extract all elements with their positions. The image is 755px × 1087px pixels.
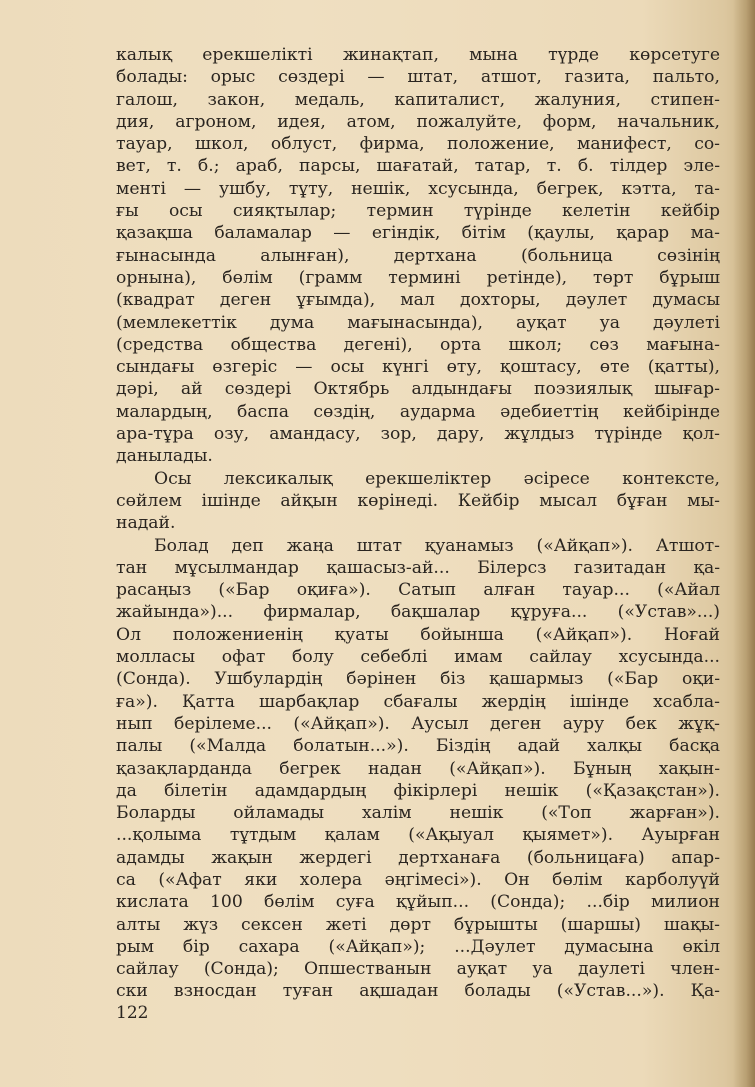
text-line: дәрі, ай сөздері Октябрь алдындағы поэзиялық шығар-: [116, 379, 720, 400]
text-line: адамды жақын жердегі дертханаға (больницаға) апар-: [116, 847, 720, 868]
text-line: менті — ушбу, тұту, нешік, хсусында, бегрек, кэтта, та-: [116, 178, 720, 199]
text-line: данылады.: [116, 446, 213, 467]
text-line: болады: орыс сөздері — штат, атшот, газита, пальто,: [116, 67, 720, 88]
text-line: молласы офат болу себеблі имам сайлау хсусында...: [116, 647, 720, 668]
text-line: палы («Малда болатын...»). Біздің адай халқы басқа: [116, 736, 720, 757]
text-line: алты жүз сексен жеті дөрт бұрышты (шаршы) шақы-: [116, 914, 720, 935]
text-line: ара-тұра озу, амандасу, зор, дару, жұлдыз түрінде қол-: [116, 424, 720, 445]
text-line: (средства общества дегені), орта школ; сөз мағына-: [116, 334, 720, 355]
text-line: сайлау (Сонда); Опшестванын ауқат уа даулеті член-: [116, 959, 720, 980]
text-line: галош, закон, медаль, капиталист, жалуния, стипен-: [116, 89, 720, 110]
text-line: сындағы өзгеріс — осы күнгі өту, қоштасу, өте (қатты),: [116, 357, 720, 378]
text-line: жайында»)... фирмалар, бақшалар құруға... («Устав»...): [116, 602, 720, 623]
text-line: (мемлекеттік дума мағынасында), ауқат уа дәулеті: [116, 312, 720, 333]
text-line: нып берілеме... («Айқап»). Аусыл деген ауру бек жұқ-: [116, 713, 720, 734]
text-line: ға»). Қатта шарбақлар сбағалы жердің ішінде хсабла-: [116, 691, 720, 712]
text-line: са («Афат яки холера әңгімесі»). Он бөлім карболуүй: [116, 869, 720, 890]
text-line: Болад деп жаңа штат қуанамыз («Айқап»). Атшот-: [154, 535, 720, 556]
text-line: тан мұсылмандар қашасыз-ай... Білерсз газитадан қа-: [116, 557, 720, 578]
text-line: ғы осы сияқтылар; термин түрінде келетін кейбір: [116, 201, 720, 222]
text-line: сөйлем ішінде айқын көрінеді. Кейбір мысал бұған мы-: [116, 490, 720, 511]
page-number: 122: [116, 1003, 149, 1023]
text-line: да білетін адамдардың фікірлері нешік («Қазақстан»).: [116, 780, 720, 801]
text-line: қазақша баламалар — егіндік, бітім (қаулы, қарар ма-: [116, 223, 720, 244]
text-line: орнына), бөлім (грамм термині ретінде), төрт бұрыш: [116, 267, 720, 288]
text-line: Боларды ойламады халім нешік («Топ жарған»).: [116, 803, 720, 824]
text-line: тауар, школ, облуст, фирма, положение, манифест, со-: [116, 134, 720, 155]
text-line: дия, агроном, идея, атом, пожалуйте, форм, начальник,: [116, 111, 720, 132]
text-line: ғынасында алынған), дертхана (больница сөзінің: [116, 245, 720, 266]
text-line: Осы лексикалық ерекшеліктер әсіресе контексте,: [154, 468, 720, 489]
text-line: калық ерекшелікті жинақтап, мына түрде көрсетуге: [116, 45, 720, 65]
body-text: [116, 44, 720, 1003]
text-line: (Сонда). Ушбулардің бәрінен біз қашармыз («Бар оқи-: [116, 669, 720, 690]
text-line: малардың, баспа сөздің, аударма әдебиеттің кейбірінде: [116, 401, 720, 422]
text-line: қазақларданда бегрек надан («Айқап»). Бұның хақын-: [116, 758, 720, 779]
text-line: ...қолыма тұтдым қалам («Ақыуал қыямет»). Ауырған: [116, 825, 720, 846]
text-line: расаңыз («Бар оқиға»). Сатып алған тауар... («Айал: [116, 580, 720, 601]
text-line: Ол положениенің қуаты бойынша («Айқап»). Ноғай: [116, 624, 720, 645]
text-line: рым бір сахара («Айқап»); ...Дәулет думасына өкіл: [116, 936, 720, 957]
page-edge-shadow: [733, 0, 755, 1087]
text-line: надай.: [116, 513, 176, 534]
text-line: кислата 100 бөлім суға құйып... (Сонда); ...бір милион: [116, 892, 720, 913]
text-line: ски взносдан туған ақшадан болады («Устав...»). Қа-: [116, 981, 720, 1002]
text-line: (квадрат деген ұғымда), мал дохторы, дәулет думасы: [116, 290, 720, 311]
text-line: вет, т. б.; араб, парсы, шағатай, татар, т. б. тілдер эле-: [116, 156, 720, 177]
